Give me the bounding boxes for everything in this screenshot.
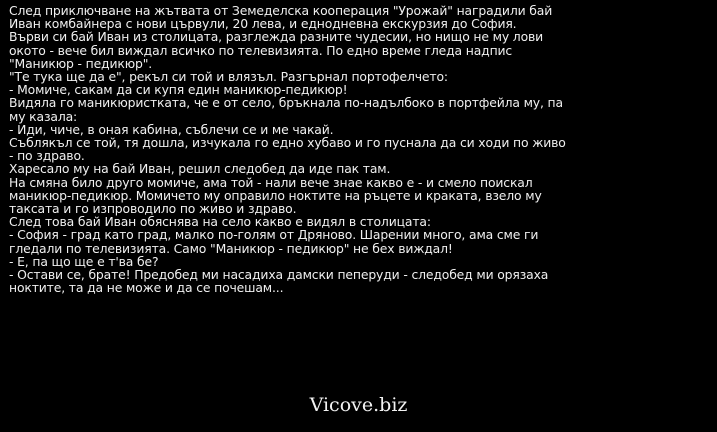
joke-line: Харесало му на бай Иван, решил следобед да иде пак там. bbox=[9, 161, 391, 177]
joke-line: - София - град като град, малко по-голям от Дряново. Шарении много, ама сме ги bbox=[9, 227, 539, 243]
joke-line: - Е, па що ще е т'ва бе? bbox=[9, 253, 159, 269]
joke-text-block bbox=[9, 4, 709, 294]
site-watermark: Vicove.biz bbox=[309, 394, 408, 416]
joke-line: На смяна било друго момиче, ама той - нали вече знае какво е - и смело поискал bbox=[9, 174, 533, 190]
joke-line: Върви си бай Иван из столицата, разглежда разните чудесии, но нищо не му лови bbox=[9, 29, 544, 45]
joke-line: му казала: bbox=[9, 108, 78, 124]
joke-line: След приключване на жътвата от Земеделска кооперация "Урожай" наградили бай bbox=[9, 3, 553, 18]
joke-line: "Маникюр - педикюр". bbox=[9, 55, 153, 71]
joke-line: - Иди, чиче, в оная кабина, съблечи се и ме чакай. bbox=[9, 121, 334, 137]
joke-line: Съблякъл се той, тя дошла, изчукала го едно хубаво и го пуснала да си ходи по живо bbox=[9, 135, 566, 151]
joke-line: "Те тука ще да е", рекъл си той и влязъл. Разгърнал портофелчето: bbox=[9, 69, 448, 85]
joke-line: окото - вече бил виждал всичко по телевизията. По едно време гледа надпис bbox=[9, 42, 513, 58]
joke-line: Видяла го маникюристката, че е от село, бръкнала по-надълбоко в портфейла му, па bbox=[9, 95, 563, 111]
joke-line: Иван комбайнера с нови цървули, 20 лева, и еднодневна екскурзия до София. bbox=[9, 16, 517, 32]
joke-line: - Остави се, брате! Предобед ми насадиха дамски пеперуди - следобед ми орязаха bbox=[9, 267, 549, 283]
joke-line: маникюр-педикюр. Момичето му оправило ноктите на ръцете и краката, взело му bbox=[9, 187, 542, 203]
joke-line: гледали по телевизията. Само "Маникюр - педикюр" не бех виждал! bbox=[9, 240, 453, 256]
joke-line: ноктите, та да не може и да се почешам... bbox=[9, 280, 284, 296]
joke-line: След това бай Иван обяснява на село какво е видял в столицата: bbox=[9, 214, 431, 230]
joke-line: - по здраво. bbox=[9, 148, 85, 164]
joke-line: таксата и го изпроводило по живо и здраво. bbox=[9, 201, 297, 217]
joke-line: - Момиче, сакам да си купя един маникюр-педикюр! bbox=[9, 82, 348, 98]
